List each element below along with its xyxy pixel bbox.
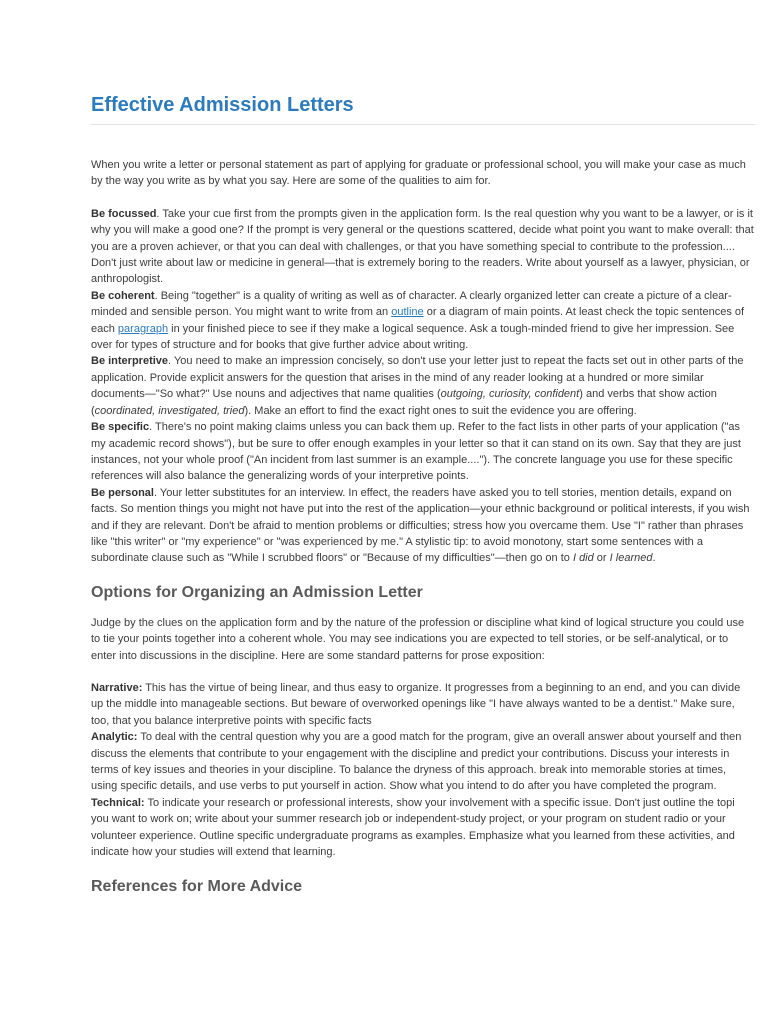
quality-paragraph (91, 288, 755, 354)
pattern-text (91, 797, 735, 858)
page-title: Effective Admission Letters (91, 90, 755, 125)
quality-term: Be coherent (91, 289, 155, 302)
quality-paragraph (91, 206, 755, 288)
body-text: ). Make an effort to find the exact right ones to suit the evidence you are offering. (244, 404, 637, 417)
quality-paragraph (91, 419, 755, 485)
quality-paragraph (91, 485, 755, 567)
italic-text: I learned (609, 552, 653, 565)
body-text: To indicate your research or professional interests, show your involvement with a specific issue. Don't just outline the topi you want to work on; write about your summer research job or independent-study project, or your program on student radio or your volunteer experience. Outline specific undergraduate programs as examples. Emphasize what you learned from these activities, and indicate how your studies will extend that learning. (91, 796, 735, 859)
body-text: ) and verbs that show action ( (91, 388, 717, 417)
pattern-paragraph (91, 680, 755, 729)
body-text: . Your letter substitutes for an interview. In effect, the readers have asked you to tell stories, mention details, expand on facts. So mention things you might not have put into the rest of the application—your ethnic background or political interests, if you wish and if they are relevant. Don't be afraid to mention problems or difficulties; stress how you overcame them. Use "I" rather than phrases like "this writer" or "my experience" or "was experienced by me." A stylistic tip: to avoid monotony, start some sentences with a subordinate clause such as "While I scrubbed floors" or "Because of my difficulties"—then go on to (91, 486, 750, 565)
quality-text (91, 208, 754, 286)
inline-link[interactable]: outline (391, 306, 424, 319)
italic-text: outgoing, curiosity, confident (440, 388, 580, 401)
pattern-term: Analytic: (91, 731, 138, 744)
body-text: or a diagram of main points. At least check the topic sentences of each (91, 306, 745, 335)
quality-text (91, 487, 750, 565)
body-text: . You need to make an impression concisely, so don't use your letter just to repeat the facts set out in other parts of the application. Provide explicit answers for the question that arises in the mind of any reader looking at a hundred or more similar documents—"So what?" Use nouns and adjectives that name qualities ( (91, 355, 744, 401)
pattern-term: Technical: (91, 796, 145, 809)
quality-text (91, 421, 741, 482)
intro-paragraph: When you write a letter or personal statement as part of applying for graduate or professional school, you will make your case as much by the way you write as by what you say. Here are some of the qualities to aim for. (91, 159, 746, 188)
options-intro-paragraph: Judge by the clues on the application form and by the nature of the profession or discipline what kind of logical structure you could use to tie your points together into a coherent whole. You may see indications you are expected to tell stories, or be self-analytical, or to enter into discussions in the discipline. Here are some standard patterns for prose exposition: (91, 616, 745, 662)
body-text: . (652, 552, 656, 565)
options-heading: Options for Organizing an Admission Letter (91, 583, 423, 601)
body-text: . Take your cue first from the prompts given in the application form. Is the real question why you want to be a lawyer, or is it why you will make a good one? If the prompt is very general or the questions scattered, decide what point you want to make overall: that you are a proven achiever, or that you can deal with challenges, or that you have something special to contribute to the profession.... Don't just write about law or medicine in general—that is extremely boring to the readers. Write about yourself as a lawyer, physician, or anthropologist. (91, 207, 754, 286)
pattern-paragraph (91, 795, 755, 861)
body-text: This has the virtue of being linear, and thus easy to organize. It progresses from a beginning to an end, and you can divide up the middle into manageable sections. But beware of overworked openings like "I have always wanted to be a dentist." Make sure, too, that you balance interpretive points with specific facts (91, 681, 741, 727)
quality-text (91, 290, 744, 351)
body-text: in your finished piece to see if they make a logical sequence. Ask a tough-minded friend to give her impression. See over for types of structure and for books that give further advice about writing. (91, 322, 735, 352)
references-heading: References for More Advice (91, 878, 303, 896)
body-text: To deal with the central question why you are a good match for the program, give an overall answer about yourself and then discuss the elements that contribute to your engagement with the discipline and predict your contributions. Discuss your interests in terms of key issues and theories in your discipline. To balance the dryness of this approach. break into memorable stories at times, using specific details, and use verbs to put yourself in action. Show what you intend to do after you have completed the program. (91, 731, 742, 793)
quality-text (91, 355, 743, 416)
quality-term: Be focussed (91, 207, 157, 220)
patterns-list (91, 680, 755, 860)
pattern-term: Narrative: (91, 681, 143, 694)
body-text: or (593, 552, 610, 565)
qualities-list (91, 206, 755, 567)
body-text: . Being "together" is a quality of writing as well as of character. A clearly organized letter can create a picture of a clear-minded and sensible person. You might want to write from an (91, 289, 732, 319)
quality-term: Be interpretive (91, 355, 169, 368)
italic-text: I did (572, 552, 594, 565)
quality-term: Be personal (91, 486, 154, 499)
inline-link[interactable]: paragraph (117, 322, 169, 335)
pattern-text (91, 731, 741, 792)
italic-text: coordinated, investigated, tried (94, 404, 245, 417)
pattern-text (91, 682, 740, 727)
document-content (91, 90, 755, 899)
body-text: . There's no point making claims unless you can back them up. Refer to the fact lists in other parts of your application ("as my academic record shows"), but be sure to offer enough examples in your letter so that it can stand on its own. Say that they are just instances, not your whole proof ("An incident from last summer is an example...."). The concrete language you use for these specific references will also balance the generalizing words of your interpretive points. (91, 421, 741, 483)
quality-paragraph (91, 353, 755, 419)
quality-term: Be specific (91, 421, 150, 434)
pattern-paragraph (91, 729, 755, 795)
